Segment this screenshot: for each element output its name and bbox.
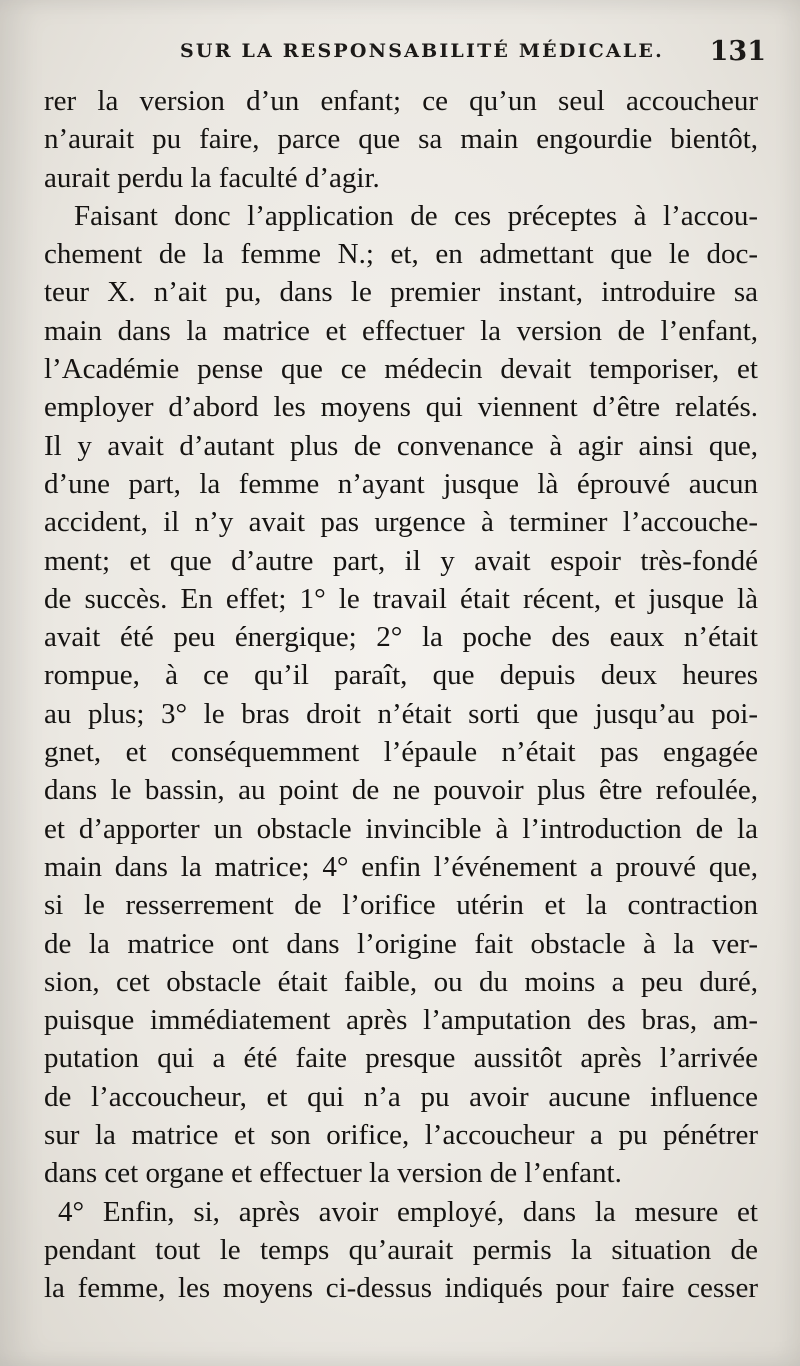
text-line: au plus; 3° le bras droit n’était sorti que jusqu’au poi-	[44, 697, 758, 730]
text-line: accident, il n’y avait pas urgence à terminer l’accouche-	[44, 506, 758, 539]
text-line: de la matrice ont dans l’origine fait obstacle à la ver-	[44, 927, 758, 960]
text-line: et d’apporter un obstacle invincible à l’introduction de la	[44, 812, 758, 845]
text-line: pendant tout le temps qu’aurait permis la situation de	[44, 1233, 758, 1266]
text-line: la femme, les moyens ci-dessus indiqués pour faire cesser	[44, 1272, 758, 1305]
text-line: dans cet organe et effectuer la version de l’enfant.	[44, 1157, 622, 1190]
text-line: rer la version d’un enfant; ce qu’un seul accoucheur	[44, 85, 758, 117]
body-text	[44, 82, 758, 1308]
page-number: 131	[709, 36, 766, 67]
paragraph-start-line: 4° Enfin, si, après avoir employé, dans la mesure et	[58, 1195, 758, 1228]
text-line: main dans la matrice; 4° enfin l’événement a prouvé que,	[44, 850, 758, 883]
text-line: chement de la femme N.; et, en admettant que le doc-	[44, 238, 758, 271]
text-line: putation qui a été faite presque aussitôt après l’arrivée	[44, 1042, 758, 1075]
text-line: employer d’abord les moyens qui viennent d’être relatés.	[44, 391, 758, 424]
text-line: ment; et que d’autre part, il y avait espoir très-fondé	[44, 544, 758, 577]
text-line: gnet, et conséquemment l’épaule n’était pas engagée	[44, 736, 758, 769]
paragraph-start-line: Faisant donc l’application de ces préceptes à l’accou-	[74, 199, 758, 232]
text-line: avait été peu énergique; 2° la poche des eaux n’était	[44, 621, 758, 654]
text-line: sur la matrice et son orifice, l’accoucheur a pu pénétrer	[44, 1119, 758, 1152]
text-line: si le resserrement de l’orifice utérin et la contraction	[44, 889, 758, 922]
text-line: teur X. n’ait pu, dans le premier instant, introduire sa	[44, 276, 758, 309]
running-head-title: SUR LA RESPONSABILITÉ MÉDICALE.	[180, 40, 664, 62]
text-line: l’Académie pense que ce médecin devait temporiser, et	[44, 353, 758, 386]
running-head	[40, 36, 770, 70]
text-line: d’une part, la femme n’ayant jusque là éprouvé aucun	[44, 467, 758, 500]
text-line: de succès. En effet; 1° le travail était récent, et jusque là	[44, 582, 758, 615]
text-line: dans le bassin, au point de ne pouvoir plus être refoulée,	[44, 774, 758, 807]
text-line: Il y avait d’autant plus de convenance à agir ainsi que,	[44, 429, 758, 462]
text-line: main dans la matrice et effectuer la version de l’enfant,	[44, 314, 758, 347]
text-line: n’aurait pu faire, parce que sa main engourdie bientôt,	[44, 123, 758, 156]
text-line: sion, cet obstacle était faible, ou du moins a peu duré,	[44, 965, 758, 998]
text-line: de l’accoucheur, et qui n’a pu avoir aucune influence	[44, 1080, 758, 1113]
text-line: puisque immédiatement après l’amputation des bras, am-	[44, 1004, 758, 1037]
text-line: rompue, à ce qu’il paraît, que depuis deux heures	[44, 659, 758, 692]
text-line: aurait perdu la faculté d’agir.	[44, 161, 380, 194]
